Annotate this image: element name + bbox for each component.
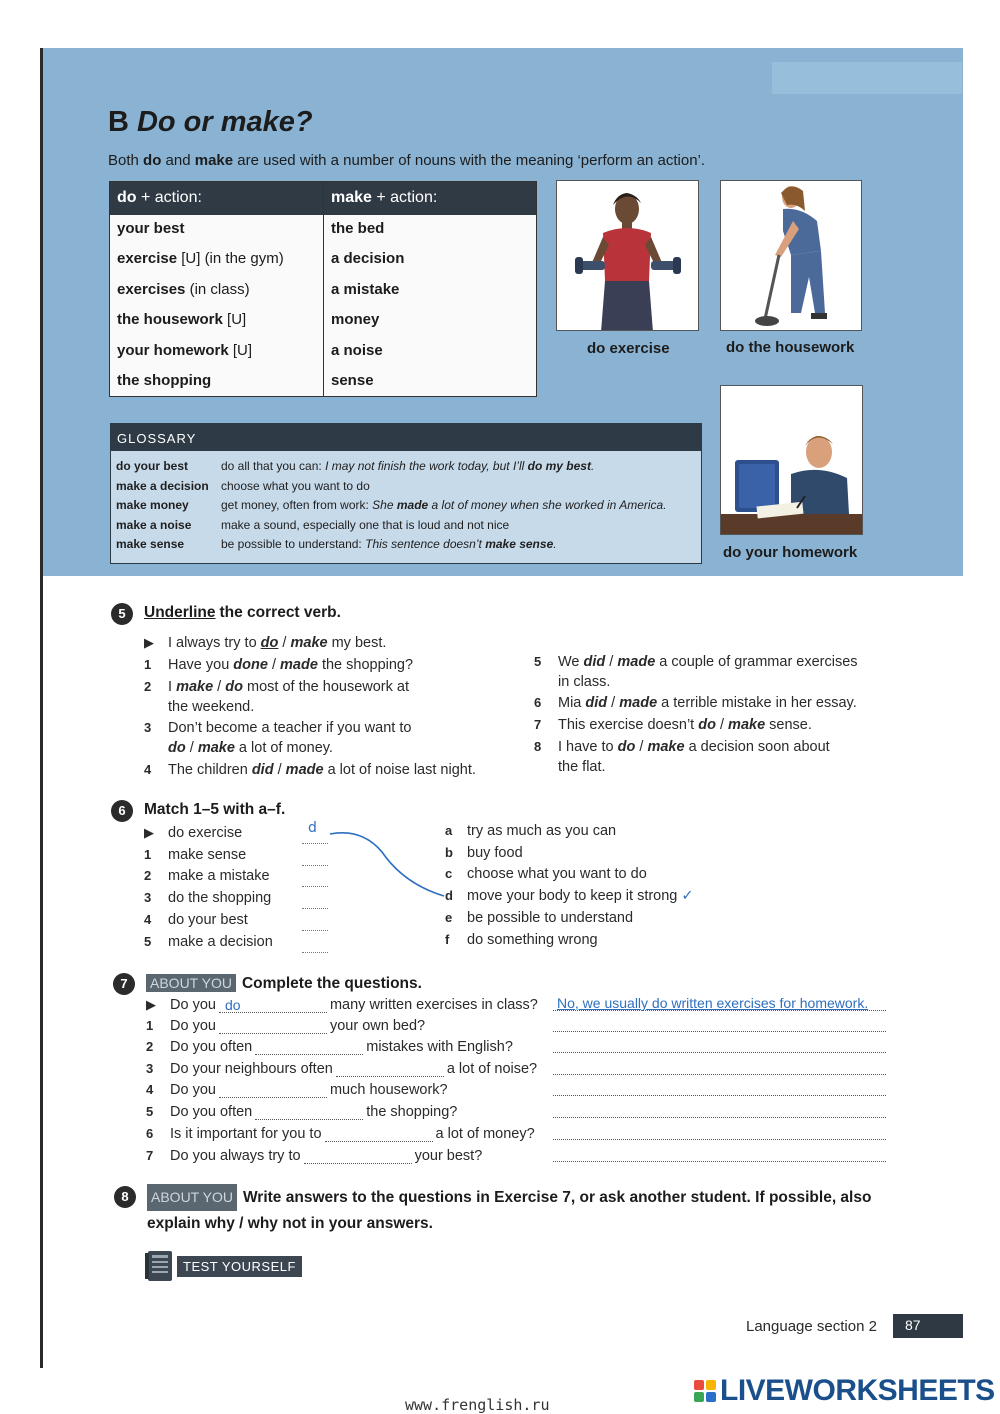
question-row — [146, 1082, 448, 1098]
question-number: 5 — [146, 1104, 154, 1119]
check-mark-icon: ✓ — [681, 888, 694, 904]
exercise-8-number: 8 — [114, 1186, 136, 1208]
match-connector-line — [326, 826, 446, 902]
question-row — [146, 1061, 537, 1077]
match-answer-slot[interactable] — [302, 891, 328, 909]
match-text: make a mistake — [168, 868, 270, 884]
do-row-text: the housework — [117, 311, 223, 329]
item-number: 7 — [534, 717, 542, 732]
do-row-text: the shopping — [117, 371, 212, 389]
verb-option[interactable]: made — [280, 657, 318, 673]
glossary-definition — [221, 537, 701, 553]
question-blank[interactable] — [219, 997, 327, 1013]
test-yourself-button[interactable] — [145, 1249, 302, 1283]
make-header-word: make — [331, 189, 372, 206]
intro-part: and — [161, 152, 195, 169]
section-title-text: Do or make? — [136, 106, 313, 138]
verb-option[interactable]: make — [290, 635, 328, 651]
question-text: Do your neighbours often — [170, 1061, 333, 1077]
exercise-7-title — [146, 974, 422, 993]
match-answer-slot[interactable] — [302, 848, 328, 866]
item-text: a terrible mistake in her essay. — [657, 695, 857, 711]
ex5-item: 2 I make / do most of the housework at the weekend. — [144, 679, 409, 715]
match-answer: d — [308, 820, 317, 836]
housework-caption: do the housework — [726, 339, 855, 356]
item-text: a lot of money. — [234, 740, 333, 756]
exercise-5-number: 5 — [111, 603, 133, 625]
make-row: sense — [331, 371, 374, 389]
ex5-item: 5 We did / made a couple of grammar exercises in class. — [534, 654, 858, 690]
item-text: the shopping? — [317, 657, 414, 673]
match-text: buy food — [467, 845, 523, 861]
match-left-item — [144, 890, 271, 906]
separator: / — [278, 635, 291, 651]
match-number: ▶ — [144, 825, 154, 840]
def-bold: do my best — [527, 459, 591, 473]
glossary-box — [110, 423, 702, 564]
footer-page-number: 87 — [893, 1314, 963, 1338]
item-text: Don’t become a teacher if you want to — [168, 720, 412, 736]
verb-option[interactable]: made — [617, 654, 656, 670]
glossary-term: make sense — [116, 537, 185, 551]
item-text: most of the housework at — [242, 679, 409, 695]
glossary-term: make a noise — [116, 517, 192, 532]
match-letter: d — [445, 888, 453, 903]
title-rest: the correct verb. — [219, 604, 341, 621]
blank-answer: do — [224, 997, 241, 1013]
question-row — [146, 1126, 535, 1142]
item-number: 8 — [534, 739, 542, 754]
make-header — [324, 182, 536, 215]
question-text: much housework? — [329, 1082, 448, 1098]
def-text: do all that you can: — [221, 459, 326, 473]
match-number: 5 — [144, 934, 152, 949]
ex5-item: 1 Have you done / made the shopping? — [144, 657, 414, 673]
make-row: the bed — [331, 220, 385, 237]
glossary-definition — [221, 479, 701, 495]
section-title — [108, 106, 313, 139]
liveworksheets-logo — [694, 1374, 995, 1408]
glossary-row — [111, 475, 701, 495]
question-text: many written exercises in class? — [329, 997, 538, 1013]
section-letter: B — [108, 106, 129, 138]
do-row-text: exercises — [117, 280, 186, 298]
verb-option[interactable]: make — [728, 717, 766, 733]
test-yourself-label: TEST YOURSELF — [177, 1256, 302, 1277]
verb-option[interactable]: do — [698, 717, 716, 733]
verb-option[interactable]: did — [251, 762, 274, 778]
do-row-tag: [U] (in the gym) — [177, 250, 284, 268]
match-left-item — [144, 868, 270, 884]
ex5-item: 4 The children did / made a lot of noise last night. — [144, 762, 476, 778]
item-number: 3 — [144, 720, 152, 735]
homework-caption: do your homework — [723, 544, 858, 561]
match-text: move your body to keep it strong — [467, 888, 678, 904]
glossary-definition — [221, 459, 701, 475]
question-row — [146, 1104, 457, 1120]
exercise-illustration — [556, 180, 699, 331]
match-right-item — [445, 910, 633, 926]
match-letter: e — [445, 910, 453, 925]
action-table — [109, 181, 537, 397]
item-continuation: do / make a lot of money. — [168, 740, 333, 756]
question-text: Do you — [170, 1018, 216, 1034]
intro-do: do — [143, 152, 162, 169]
do-column — [110, 182, 323, 396]
item-text: This exercise doesn’t — [558, 717, 699, 733]
item-number: 4 — [144, 762, 152, 777]
match-text: make sense — [168, 847, 247, 863]
item-text: my best. — [327, 635, 387, 651]
exercise-caption: do exercise — [587, 340, 670, 357]
make-row: money — [331, 311, 380, 329]
match-text: choose what you want to do — [467, 866, 647, 882]
question-text: Do you — [170, 1082, 216, 1098]
question-blank[interactable] — [219, 1018, 327, 1034]
panel-notch — [772, 62, 962, 94]
match-answer-slot[interactable] — [302, 935, 328, 953]
question-blank[interactable] — [336, 1061, 444, 1077]
verb-option[interactable]: do — [617, 739, 636, 755]
item-text: I — [168, 679, 177, 695]
item-continuation: the weekend. — [168, 699, 255, 715]
question-number: 6 — [146, 1126, 154, 1141]
def-text: make a sound, especially one that is loud and not nice — [221, 517, 510, 532]
question-row — [146, 1039, 513, 1055]
def-example: This sentence doesn’t — [365, 537, 486, 551]
exercise-6-title: Match 1–5 with a–f. — [144, 801, 286, 818]
match-right-item — [445, 866, 647, 882]
item-text: Mia — [558, 695, 586, 711]
question-number: 3 — [146, 1061, 154, 1076]
def-text: be possible to understand: — [221, 537, 366, 551]
question-text: mistakes with English? — [366, 1039, 513, 1055]
def-example: She — [372, 498, 397, 512]
match-number: 4 — [144, 912, 152, 927]
question-text: Do you often — [170, 1039, 253, 1055]
match-letter: a — [445, 823, 453, 838]
question-number: 2 — [146, 1039, 154, 1054]
do-row-tag: [U] — [222, 311, 247, 329]
make-row: a mistake — [331, 280, 400, 298]
question-text: your own bed? — [329, 1018, 426, 1034]
item-number: 2 — [144, 679, 152, 694]
question-blank[interactable] — [219, 1082, 327, 1098]
glossary-row — [111, 533, 701, 553]
def-example: . — [553, 537, 557, 551]
question-row — [146, 997, 538, 1013]
header-suffix: + action: — [136, 189, 202, 206]
def-text: choose what you want to do — [221, 478, 370, 493]
glossary-row — [111, 514, 701, 534]
match-number: 1 — [144, 847, 152, 862]
do-header — [110, 182, 323, 215]
make-row: a decision — [331, 250, 405, 268]
do-row — [110, 215, 323, 245]
question-text: Do you always try to — [170, 1148, 301, 1164]
match-left-item — [144, 847, 246, 863]
def-text: get money, often from work: — [221, 498, 373, 512]
question-text: a lot of money? — [435, 1126, 535, 1142]
question-text: Is it important for you to — [170, 1126, 322, 1142]
question-number: 1 — [146, 1018, 154, 1033]
footer-section-label: Language section 2 — [746, 1318, 877, 1335]
answer-line[interactable] — [553, 1059, 886, 1075]
answer-line[interactable] — [553, 1102, 886, 1118]
question-text: a lot of noise? — [446, 1061, 538, 1077]
match-letter: f — [445, 932, 450, 947]
title-underline-word: Underline — [144, 604, 216, 621]
exercise-6-number: 6 — [111, 800, 133, 822]
match-answer-slot[interactable] — [302, 869, 328, 887]
housework-illustration — [720, 180, 862, 331]
match-left-item — [144, 912, 248, 928]
ex5-item: 8 I have to do / make a decision soon about the flat. — [534, 739, 830, 775]
logo-grid-icon — [694, 1380, 716, 1402]
site-url[interactable]: www.frenglish.ru — [405, 1396, 550, 1414]
question-number: 4 — [146, 1082, 154, 1097]
glossary-term: do your best — [116, 459, 189, 473]
question-row — [146, 1018, 425, 1034]
match-number: 2 — [144, 868, 152, 883]
exercise-7-title-text: Complete the questions. — [241, 975, 422, 992]
item-number: 6 — [534, 695, 542, 710]
do-row-tag: [U] — [228, 341, 253, 359]
item-text: The children — [168, 762, 252, 778]
verb-option[interactable]: do — [225, 679, 243, 695]
match-text: be possible to understand — [467, 910, 634, 926]
item-text: I always try to — [168, 635, 261, 651]
verb-option[interactable]: make — [647, 739, 685, 755]
question-text: the shopping? — [366, 1104, 458, 1120]
glossary-definition — [221, 498, 701, 514]
header-suffix: + action: — [371, 189, 438, 206]
match-text: do the shopping — [168, 890, 272, 906]
match-right-item — [445, 888, 694, 904]
question-text: your best? — [414, 1148, 483, 1164]
verb-option[interactable]: made — [619, 695, 658, 711]
verb-option[interactable]: do — [168, 740, 186, 756]
question-text: Do you — [170, 997, 216, 1013]
match-number: 3 — [144, 890, 152, 905]
match-answer-slot[interactable] — [302, 820, 328, 844]
homework-illustration — [720, 385, 863, 535]
answer-line[interactable] — [553, 1146, 886, 1162]
verb-option[interactable]: did — [585, 695, 608, 711]
do-row-text: your best — [117, 220, 185, 237]
match-right-item — [445, 932, 598, 948]
glossary-row — [111, 494, 701, 514]
glossary-definition — [221, 518, 701, 534]
glossary-row — [111, 455, 701, 475]
question-text: Do you often — [170, 1104, 253, 1120]
item-text: a decision soon about — [684, 739, 830, 755]
match-text: do something wrong — [467, 932, 598, 948]
match-right-item — [445, 845, 523, 861]
item-text: a couple of grammar exercises — [655, 654, 858, 670]
ex5-item — [144, 718, 411, 758]
item-text: Have you — [168, 657, 234, 673]
do-row — [110, 276, 323, 306]
match-letter: b — [445, 845, 453, 860]
item-text: We — [558, 654, 584, 670]
glossary-term: make a decision — [116, 478, 209, 493]
answer-line[interactable] — [553, 995, 886, 1011]
answer-line[interactable] — [553, 1037, 886, 1053]
answer-text: No, we usually do written exercises for homework. — [557, 995, 869, 1011]
exercise-5-title — [144, 604, 341, 622]
intro-make: make — [194, 152, 234, 169]
match-text: do exercise — [168, 825, 243, 841]
item-text: I have to — [558, 739, 618, 755]
question-blank[interactable] — [304, 1148, 412, 1164]
item-continuation: the flat. — [558, 759, 606, 775]
notebook-icon — [145, 1249, 175, 1283]
def-example: I may not finish the work today, but I’ll — [325, 459, 528, 473]
verb-option[interactable]: do — [260, 635, 279, 651]
answer-line[interactable] — [553, 1080, 886, 1096]
section-intro — [108, 152, 705, 169]
about-you-badge: ABOUT YOU — [146, 974, 236, 992]
match-text: try as much as you can — [467, 823, 617, 839]
glossary-heading: GLOSSARY — [111, 424, 701, 451]
item-text: sense. — [765, 717, 812, 733]
make-row: a noise — [331, 341, 383, 359]
question-blank[interactable] — [325, 1126, 433, 1142]
exercise-8-text: Write answers to the questions in Exercise 7, or ask another student. If possible, also explain why / why not in your answers. — [147, 1189, 872, 1232]
exercise-8-instructions — [147, 1184, 907, 1236]
exercise-7-number: 7 — [113, 973, 135, 995]
do-row — [110, 337, 323, 367]
def-example: . — [590, 459, 595, 473]
question-number: ▶ — [146, 997, 156, 1012]
answer-line[interactable] — [553, 1124, 886, 1140]
verb-option[interactable]: make — [197, 740, 235, 756]
match-left-item — [144, 825, 242, 841]
match-text: do your best — [168, 912, 248, 928]
def-bold: made — [396, 498, 429, 512]
ex5-item: 7 This exercise doesn’t do / make sense. — [534, 717, 812, 733]
verb-option[interactable]: did — [583, 654, 606, 670]
item-number: 5 — [534, 654, 542, 669]
glossary-term: make money — [116, 498, 189, 512]
intro-part: are used with a number of nouns with the meaning ‘perform an action’. — [233, 152, 706, 169]
do-row — [110, 306, 323, 336]
question-blank[interactable] — [255, 1104, 363, 1120]
brand-name: LIVEWORKSHEETS — [720, 1374, 995, 1407]
do-row-tag: (in class) — [185, 280, 250, 298]
question-number: 7 — [146, 1148, 154, 1163]
question-blank[interactable] — [255, 1039, 363, 1055]
item-number: 1 — [144, 657, 152, 672]
match-answer-slot[interactable] — [302, 913, 328, 931]
match-letter: c — [445, 866, 453, 881]
def-bold: make sense — [485, 537, 554, 551]
do-row-text: your homework — [117, 341, 229, 359]
do-row — [110, 367, 323, 397]
example-marker: ▶ — [144, 635, 154, 650]
question-row — [146, 1148, 482, 1164]
do-row — [110, 245, 323, 275]
verb-option[interactable]: made — [285, 762, 324, 778]
def-example: a lot of money when she worked in America. — [428, 498, 667, 512]
make-column — [323, 182, 536, 396]
do-row-text: exercise — [117, 250, 178, 268]
match-right-item — [445, 823, 616, 839]
verb-option[interactable]: done — [233, 657, 268, 673]
ex5-example — [144, 633, 386, 653]
verb-option[interactable]: make — [176, 679, 214, 695]
ex5-item: 6 Mia did / made a terrible mistake in her essay. — [534, 695, 857, 711]
answer-line[interactable] — [553, 1016, 886, 1032]
do-header-word: do — [117, 189, 137, 206]
about-you-badge: ABOUT YOU — [147, 1184, 237, 1211]
match-left-item — [144, 934, 273, 950]
item-text: a lot of noise last night. — [323, 762, 476, 778]
match-text: make a decision — [168, 934, 273, 950]
item-continuation: in class. — [558, 674, 611, 690]
intro-part: Both — [108, 152, 144, 169]
